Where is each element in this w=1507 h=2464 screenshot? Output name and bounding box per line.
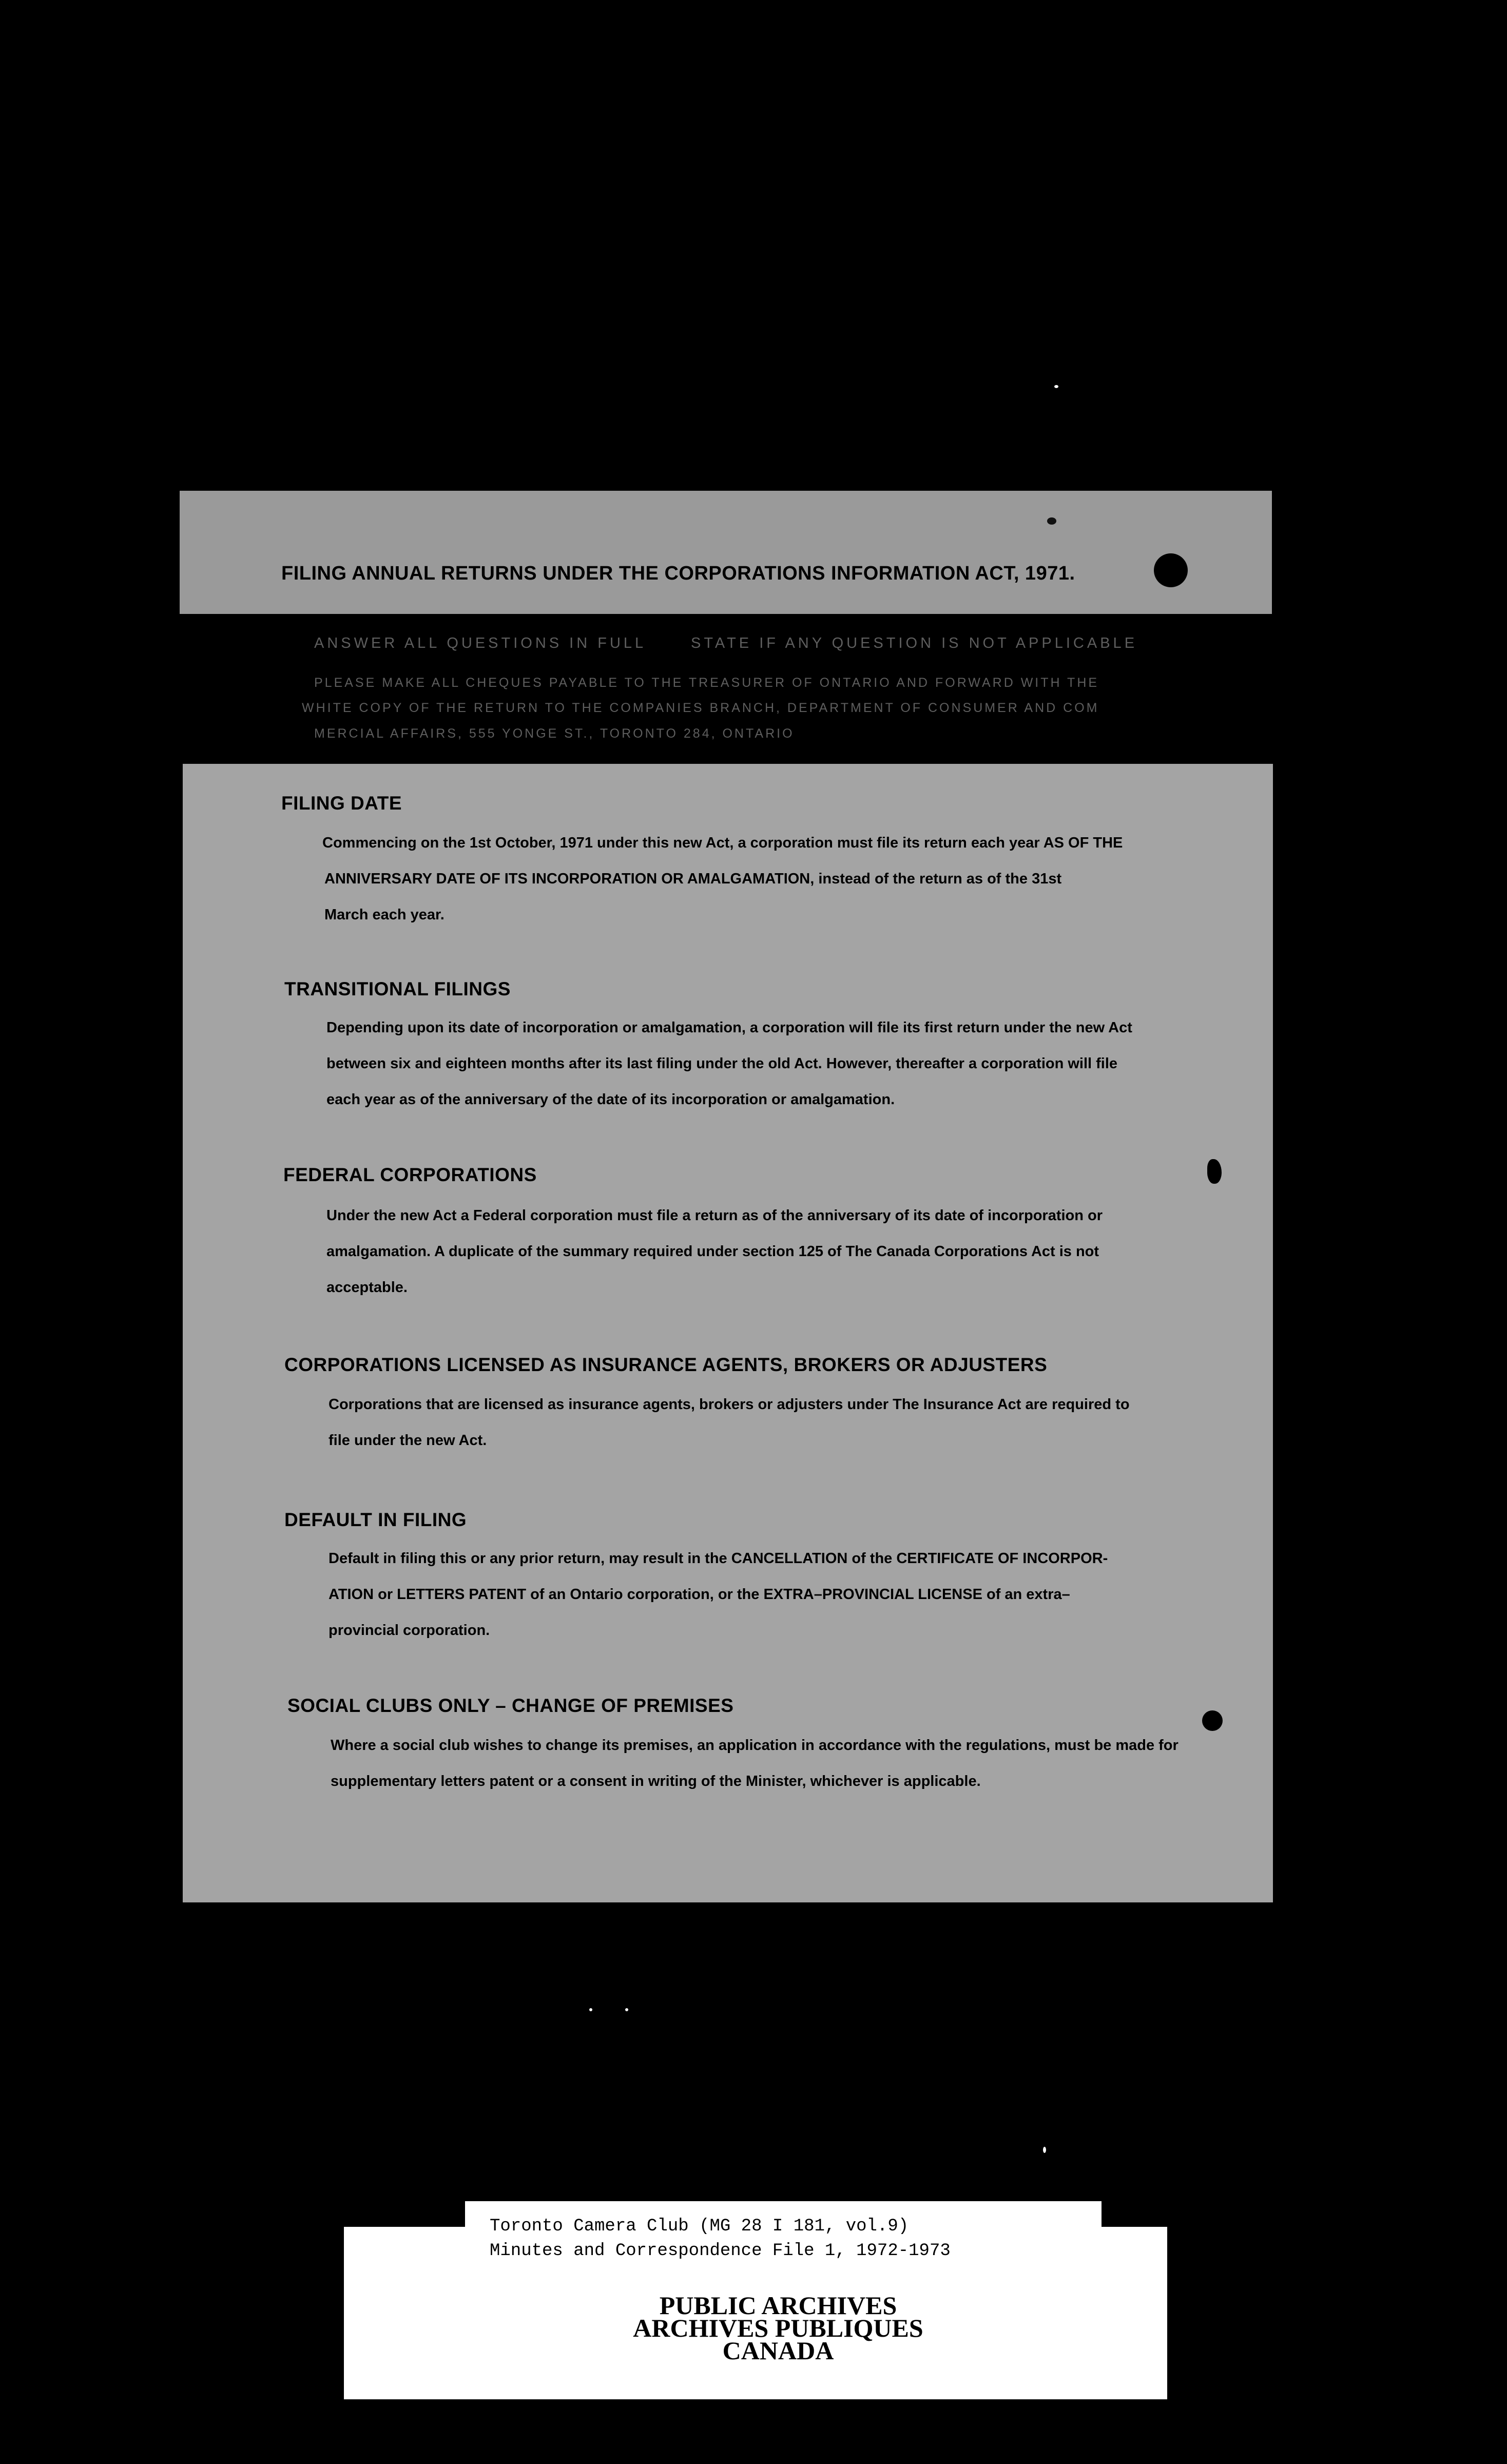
section-heading-default-in-filing: DEFAULT IN FILING xyxy=(284,1509,467,1530)
section-line: Corporations that are licensed as insurance agents, brokers or adjusters under The Insurance Act are required to xyxy=(329,1396,1130,1413)
section-line: Where a social club wishes to change its premises, an application in accordance with the regulations, must be made for xyxy=(331,1737,1178,1754)
instruction-white-copy: WHITE COPY OF THE RETURN TO THE COMPANIES BRANCH, DEPARTMENT OF CONSUMER AND COM xyxy=(302,701,1099,715)
archive-label-collection: Toronto Camera Club (MG 28 I 181, vol.9) xyxy=(490,2217,909,2236)
section-line: provincial corporation. xyxy=(329,1622,490,1639)
ink-mark xyxy=(1202,1710,1223,1731)
archive-stamp-line: ARCHIVES PUBLIQUES xyxy=(633,2314,923,2342)
instruction-state-if-not-applicable: STATE IF ANY QUESTION IS NOT APPLICABLE xyxy=(691,635,1138,651)
section-line: file under the new Act. xyxy=(329,1432,487,1449)
form-body xyxy=(183,764,1273,1902)
section-line: between six and eighteen months after its last filing under the old Act. However, thereafter a corporation will file xyxy=(326,1055,1118,1072)
section-line: Default in filing this or any prior return, may result in the CANCELLATION of the CERTIFICATE OF INCORPOR- xyxy=(329,1550,1108,1567)
section-heading-insurance-agents: CORPORATIONS LICENSED AS INSURANCE AGENTS, BROKERS OR ADJUSTERS xyxy=(284,1354,1048,1375)
section-line: ATION or LETTERS PATENT of an Ontario corporation, or the EXTRA–PROVINCIAL LICENSE of an extra– xyxy=(329,1586,1070,1603)
instruction-cheques: PLEASE MAKE ALL CHEQUES PAYABLE TO THE TREASURER OF ONTARIO AND FORWARD WITH THE xyxy=(314,676,1099,690)
speck xyxy=(1047,517,1056,525)
section-line: Depending upon its date of incorporation or amalgamation, a corporation will file its first return under the new Act xyxy=(326,1019,1132,1036)
section-line: acceptable. xyxy=(326,1279,408,1296)
punch-hole xyxy=(1154,553,1188,587)
speck xyxy=(625,2008,628,2011)
form-title-band xyxy=(180,491,1272,614)
speck xyxy=(589,2008,592,2011)
section-line: ANNIVERSARY DATE OF ITS INCORPORATION OR AMALGAMATION, instead of the return as of the 31st xyxy=(324,871,1062,887)
archive-stamp-line: CANADA xyxy=(722,2336,834,2365)
instruction-address: MERCIAL AFFAIRS, 555 YONGE ST., TORONTO 284, ONTARIO xyxy=(314,726,795,741)
section-heading-social-clubs: SOCIAL CLUBS ONLY – CHANGE OF PREMISES xyxy=(287,1695,734,1716)
section-line: amalgamation. A duplicate of the summary required under section 125 of The Canada Corporations Act is not xyxy=(326,1243,1099,1260)
section-line: each year as of the anniversary of the date of its incorporation or amalgamation. xyxy=(326,1091,895,1108)
section-heading-filing-date: FILING DATE xyxy=(281,793,402,814)
section-heading-transitional-filings: TRANSITIONAL FILINGS xyxy=(284,978,511,999)
speck xyxy=(1054,385,1058,388)
section-heading-federal-corporations: FEDERAL CORPORATIONS xyxy=(283,1164,537,1185)
archive-label-file: Minutes and Correspondence File 1, 1972-1973 xyxy=(490,2241,951,2261)
ink-mark xyxy=(1207,1159,1222,1184)
section-line: March each year. xyxy=(324,907,445,923)
instruction-answer-all: ANSWER ALL QUESTIONS IN FULL xyxy=(314,635,647,651)
section-line: Commencing on the 1st October, 1971 under this new Act, a corporation must file its return each year AS OF THE xyxy=(322,835,1123,851)
section-line: Under the new Act a Federal corporation must file a return as of the anniversary of its date of incorporation or xyxy=(326,1207,1103,1224)
section-line: supplementary letters patent or a consent in writing of the Minister, whichever is applicable. xyxy=(331,1773,981,1789)
speck xyxy=(1043,2147,1046,2153)
document-title: FILING ANNUAL RETURNS UNDER THE CORPORATIONS INFORMATION ACT, 1971. xyxy=(281,563,1075,584)
archive-stamp-line: PUBLIC ARCHIVES xyxy=(659,2291,897,2320)
